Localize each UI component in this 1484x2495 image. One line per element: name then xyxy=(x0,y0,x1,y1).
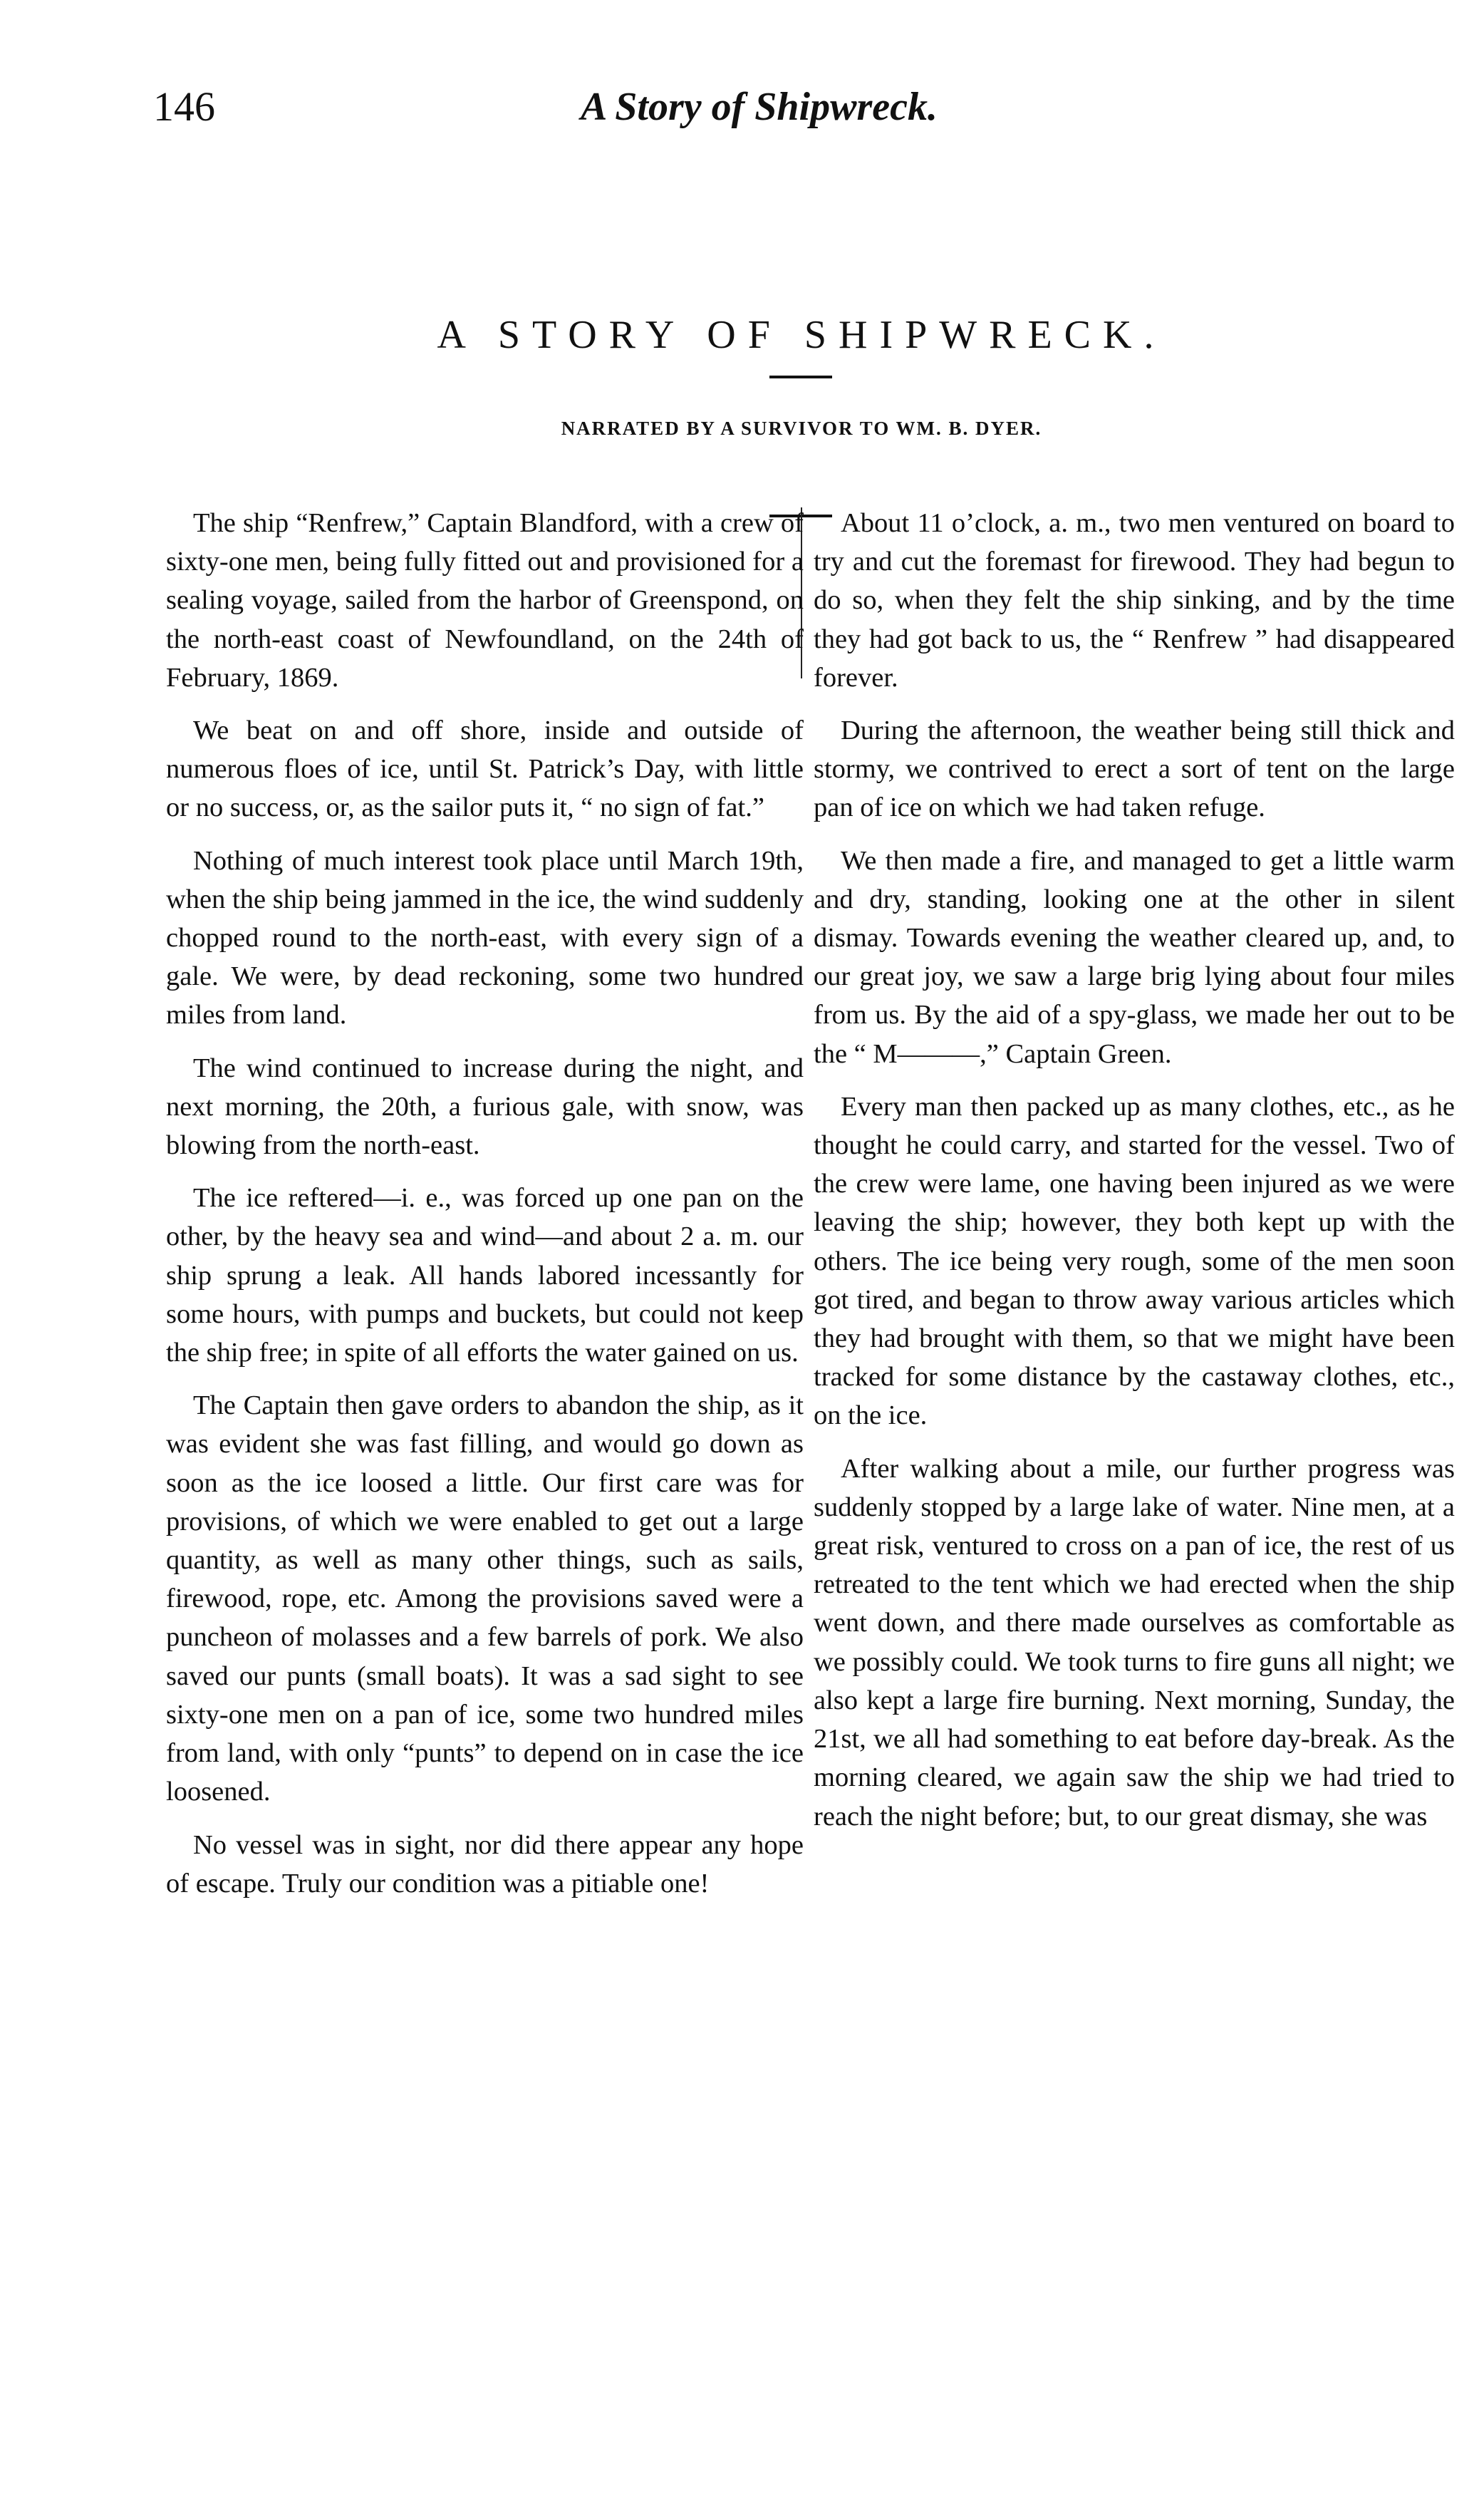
paragraph: The Captain then gave orders to abandon the ship, as it was evident she was fast filling, and would go down as soon as the ice loosed a little. Our first care was for provisions, of which we were enabled to get out a large quantity, as well as many other things, such as sails, firewood, rope, etc. Among the provisions saved were a puncheon of molasses and a few barrels of pork. We also saved our punts (small boats). It was a sad sight to see sixty-one men on a pan of ice, some two hundred miles from land, with only “punts” to depend on in case the ice loosened. xyxy=(166,1390,804,1807)
page-number: 146 xyxy=(153,83,215,130)
left-column xyxy=(166,504,804,2243)
paragraph: During the afternoon, the weather being still thick and stormy, we contrived to erect a sort of tent on the large pan of ice on which we had taken refuge. xyxy=(814,716,1455,823)
paragraph: No vessel was in sight, nor did there appear any hope of escape. Truly our condition was a pitiable one! xyxy=(166,1829,804,1899)
right-column xyxy=(814,504,1455,2243)
paragraph: We then made a fire, and managed to get a little warm and dry, standing, looking one at the other in silent dismay. Towards evening the weather cleared up, and, to our great joy, we saw a large brig lying about four miles from us. By the aid of a spy-glass, we made her out to be the “ M———,” Captain Green. xyxy=(814,845,1455,1069)
paragraph: After walking about a mile, our further progress was suddenly stopped by a large lake of water. Nine men, at a great risk, ventured to cross on a pan of ice, the rest of us retreated to the tent which we had erected when the ship went down, and there made ourselves as comfortable as we possibly could. We took turns to fire guns all night; we also kept a large fire burning. Next morning, Sunday, the 21st, we all had something to eat before day-break. As the morning cleared, we again saw the ship we had tried to reach the night before; but, to our great dismay, she was xyxy=(814,1453,1455,1832)
paragraph: Nothing of much interest took place until March 19th, when the ship being jammed in the ice, the wind suddenly chopped round to the north-east, with every sign of a gale. We were, by dead reckoning, some two hundred miles from land. xyxy=(166,845,804,1030)
running-title: A Story of Shipwreck. xyxy=(581,85,938,129)
running-head xyxy=(153,78,1450,135)
article-title: A STORY OF SHIPWRECK. xyxy=(437,313,1166,357)
title-rule xyxy=(769,376,832,378)
paragraph: The ice reftered—i. e., was forced up one pan on the other, by the heavy sea and wind—and about 2 a. m. our ship sprung a leak. All hands labored incessantly for some hours, with pumps and buckets, but could not keep the ship free; in spite of all efforts the water gained on us. xyxy=(166,1183,804,1368)
paragraph: The ship “Renfrew,” Captain Blandford, with a crew of sixty-one men, being fully fitted out and provisioned for a sealing voyage, sailed from the harbor of Greenspond, on the north-east coast of Newfoundland, on the 24th of February, 1869. xyxy=(166,508,804,693)
paragraph: We beat on and off shore, inside and outside of numerous floes of ice, until St. Patrick’s Day, with little or no success, or, as the sailor puts it, “ no sign of fat.” xyxy=(166,716,804,823)
byline: NARRATED BY A SURVIVOR TO WM. B. DYER. xyxy=(561,418,1042,439)
paragraph: About 11 o’clock, a. m., two men ventured on board to try and cut the foremast for firewood. They had begun to do so, when they felt the ship sinking, and by the time they had got back to us, the “ Renfrew ” had disappeared forever. xyxy=(814,508,1455,693)
paragraph: Every man then packed up as many clothes, etc., as he thought he could carry, and started for the vessel. Two of the crew were lame, one having been injured as we were leaving the ship; however, they both kept up with the others. The ice being very rough, some of the men soon got tired, and began to throw away various articles which they had brought with them, so that we might have been tracked for some distance by the castaway clothes, etc., on the ice. xyxy=(814,1091,1455,1431)
paragraph: The wind continued to increase during the night, and next morning, the 20th, a furious gale, with snow, was blowing from the north-east. xyxy=(166,1053,804,1161)
